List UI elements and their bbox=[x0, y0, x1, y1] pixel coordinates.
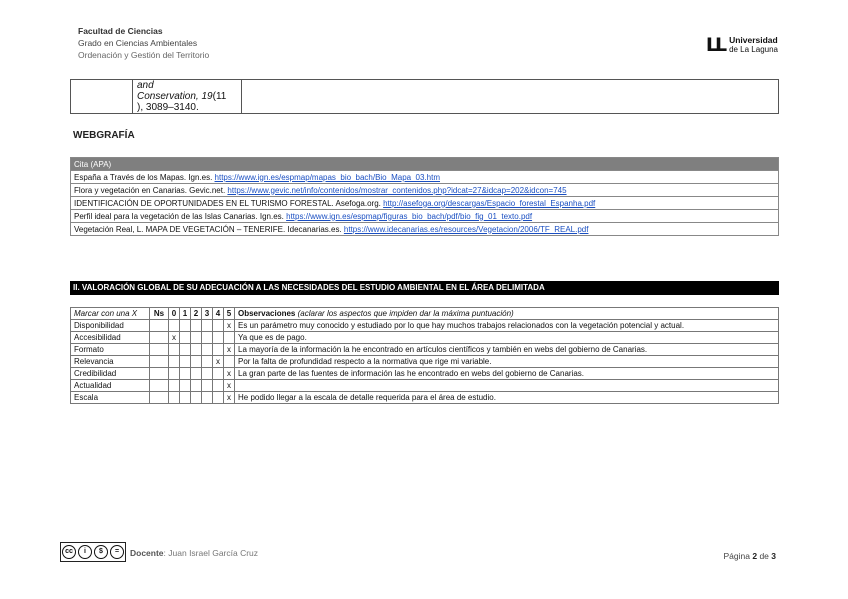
cc-license-badge bbox=[60, 542, 126, 562]
table-row: IDENTIFICACIÓN DE OPORTUNIDADES EN EL TURISMO FORESTAL. Asefoga.org. http://asefoga.org/descargas/Espacio_forestal_Espanha.pdf bbox=[71, 197, 779, 210]
table-row: Vegetación Real, L. MAPA DE VEGETACIÓN – TENERIFE. Idecanarias.es. https://www.idecanarias.es/resources/Vegetacion/2006/TF_REAL.pdf bbox=[71, 223, 779, 236]
score-cell[interactable] bbox=[169, 356, 180, 368]
score-cell[interactable] bbox=[180, 392, 191, 404]
table-row bbox=[71, 320, 779, 332]
table-row: España a Través de los Mapas. Ign.es. https://www.ign.es/espmap/mapas_bio_bach/Bio_Mapa_03.htm bbox=[71, 171, 779, 184]
table-header-row: Marcar con una X Ns 0 1 2 3 4 5 Observaciones (aclarar los aspectos que impiden dar la máxima puntuación) bbox=[71, 308, 779, 320]
score-cell[interactable] bbox=[169, 380, 180, 392]
page-header bbox=[78, 25, 209, 61]
score-cell[interactable] bbox=[202, 344, 213, 356]
score-cell[interactable] bbox=[169, 392, 180, 404]
observation-cell: Es un parámetro muy conocido y estudiado por lo que hay muchos trabajos relacionados con la vegetación potencial y actual. bbox=[235, 320, 779, 332]
score-cell[interactable]: x bbox=[224, 320, 235, 332]
score-cell[interactable] bbox=[180, 320, 191, 332]
score-cell[interactable] bbox=[150, 356, 169, 368]
cita-header: Cita (APA) bbox=[71, 158, 779, 171]
reference-table bbox=[70, 79, 779, 114]
score-cell[interactable] bbox=[202, 320, 213, 332]
nd-icon: = bbox=[110, 545, 124, 559]
score-cell[interactable]: x bbox=[213, 356, 224, 368]
table-row bbox=[71, 392, 779, 404]
table-row: Perfil ideal para la vegetación de las Islas Canarias. Ign.es. https://www.ign.es/espmap/figuras_bio_bach/pdf/bio_fig_01_texto.pdf bbox=[71, 210, 779, 223]
score-cell[interactable] bbox=[213, 392, 224, 404]
score-cell[interactable] bbox=[191, 320, 202, 332]
nc-icon: $ bbox=[94, 545, 108, 559]
score-cell[interactable]: x bbox=[224, 392, 235, 404]
webgrafia-heading: WEBGRAFÍA bbox=[73, 130, 135, 141]
docente-label: Docente: Juan Israel García Cruz bbox=[130, 548, 259, 558]
table-row bbox=[71, 380, 779, 392]
score-cell[interactable] bbox=[180, 380, 191, 392]
criterion-label: Credibilidad bbox=[71, 368, 150, 380]
score-cell[interactable]: x bbox=[169, 332, 180, 344]
score-cell[interactable] bbox=[202, 368, 213, 380]
score-cell[interactable] bbox=[191, 332, 202, 344]
criterion-label: Formato bbox=[71, 344, 150, 356]
score-cell[interactable] bbox=[150, 332, 169, 344]
score-cell[interactable] bbox=[202, 356, 213, 368]
observation-cell: La mayoría de la información la he encontrado en artículos científicos y también en webs del gobierno de Canarias. bbox=[235, 344, 779, 356]
degree-name: Grado en Ciencias Ambientales bbox=[78, 38, 198, 48]
citation-link[interactable]: https://www.ign.es/espmap/figuras_bio_bach/pdf/bio_fig_01_texto.pdf bbox=[286, 211, 533, 221]
criterion-label: Relevancia bbox=[71, 356, 150, 368]
table-row bbox=[71, 368, 779, 380]
score-cell[interactable] bbox=[213, 368, 224, 380]
score-cell[interactable] bbox=[150, 320, 169, 332]
score-cell[interactable] bbox=[213, 332, 224, 344]
criterion-label: Accesibilidad bbox=[71, 332, 150, 344]
observation-cell: La gran parte de las fuentes de información las he encontrado en webs del gobierno de Canarias. bbox=[235, 368, 779, 380]
score-cell[interactable] bbox=[213, 320, 224, 332]
criterion-label: Escala bbox=[71, 392, 150, 404]
table-row bbox=[71, 356, 779, 368]
observation-cell bbox=[235, 380, 779, 392]
score-cell[interactable] bbox=[224, 356, 235, 368]
score-cell[interactable] bbox=[180, 332, 191, 344]
by-icon: i bbox=[78, 545, 92, 559]
score-cell[interactable] bbox=[213, 380, 224, 392]
criterion-label: Disponibilidad bbox=[71, 320, 150, 332]
citation-link[interactable]: https://www.idecanarias.es/resources/Vegetacion/2006/TF_REAL.pdf bbox=[343, 224, 589, 234]
score-cell[interactable] bbox=[224, 332, 235, 344]
logo-line1: Universidad bbox=[729, 35, 778, 45]
score-cell[interactable] bbox=[202, 392, 213, 404]
score-cell[interactable] bbox=[150, 392, 169, 404]
score-cell[interactable] bbox=[191, 368, 202, 380]
score-cell[interactable] bbox=[150, 368, 169, 380]
faculty-name: Facultad de Ciencias bbox=[78, 26, 163, 36]
score-cell[interactable] bbox=[150, 344, 169, 356]
valoracion-table bbox=[70, 307, 779, 404]
score-cell[interactable] bbox=[180, 368, 191, 380]
score-cell[interactable] bbox=[180, 356, 191, 368]
score-cell[interactable] bbox=[202, 380, 213, 392]
reference-cell: and Conservation, 19(11 ), 3089–3140. bbox=[133, 80, 242, 114]
citation-link[interactable]: https://www.ign.es/espmap/mapas_bio_bach/Bio_Mapa_03.htm bbox=[214, 172, 440, 182]
score-cell[interactable] bbox=[180, 344, 191, 356]
observation-cell: Ya que es de pago. bbox=[235, 332, 779, 344]
score-cell[interactable]: x bbox=[224, 368, 235, 380]
score-cell[interactable] bbox=[202, 332, 213, 344]
score-cell[interactable] bbox=[150, 380, 169, 392]
observation-cell: He podido llegar a la escala de detalle requerida para el área de estudio. bbox=[235, 392, 779, 404]
webgrafia-table bbox=[70, 157, 779, 236]
criterion-label: Actualidad bbox=[71, 380, 150, 392]
score-cell[interactable]: x bbox=[224, 380, 235, 392]
university-logo bbox=[706, 34, 778, 56]
score-cell[interactable] bbox=[213, 344, 224, 356]
score-cell[interactable]: x bbox=[224, 344, 235, 356]
score-cell[interactable] bbox=[169, 344, 180, 356]
score-cell[interactable] bbox=[191, 380, 202, 392]
page-number: Página 2 de 3 bbox=[723, 551, 776, 561]
logo-line2: de La Laguna bbox=[729, 45, 778, 54]
score-cell[interactable] bbox=[191, 344, 202, 356]
course-name: Ordenación y Gestión del Territorio bbox=[78, 50, 210, 60]
logo-mark: LL bbox=[705, 34, 725, 56]
cc-icon: cc bbox=[62, 545, 76, 559]
table-row: Flora y vegetación en Canarias. Gevic.net. https://www.gevic.net/info/contenidos/mostrar_contenidos.php?idcat=27&idcap=202&idcon=745 bbox=[71, 184, 779, 197]
score-cell[interactable] bbox=[191, 356, 202, 368]
table-row bbox=[71, 332, 779, 344]
score-cell[interactable] bbox=[169, 368, 180, 380]
observation-cell: Por la falta de profundidad respecto a la normativa que rige mi variable. bbox=[235, 356, 779, 368]
score-cell[interactable] bbox=[191, 392, 202, 404]
citation-link[interactable]: https://www.gevic.net/info/contenidos/mostrar_contenidos.php?idcat=27&idcap=202&idcon=745 bbox=[227, 185, 567, 195]
citation-link[interactable]: http://asefoga.org/descargas/Espacio_forestal_Espanha.pdf bbox=[383, 198, 596, 208]
score-cell[interactable] bbox=[169, 320, 180, 332]
table-row bbox=[71, 344, 779, 356]
section2-heading: II. VALORACIÓN GLOBAL DE SU ADECUACIÓN A LAS NECESIDADES DEL ESTUDIO AMBIENTAL EN EL ÁREA DELIMITADA bbox=[70, 281, 779, 295]
